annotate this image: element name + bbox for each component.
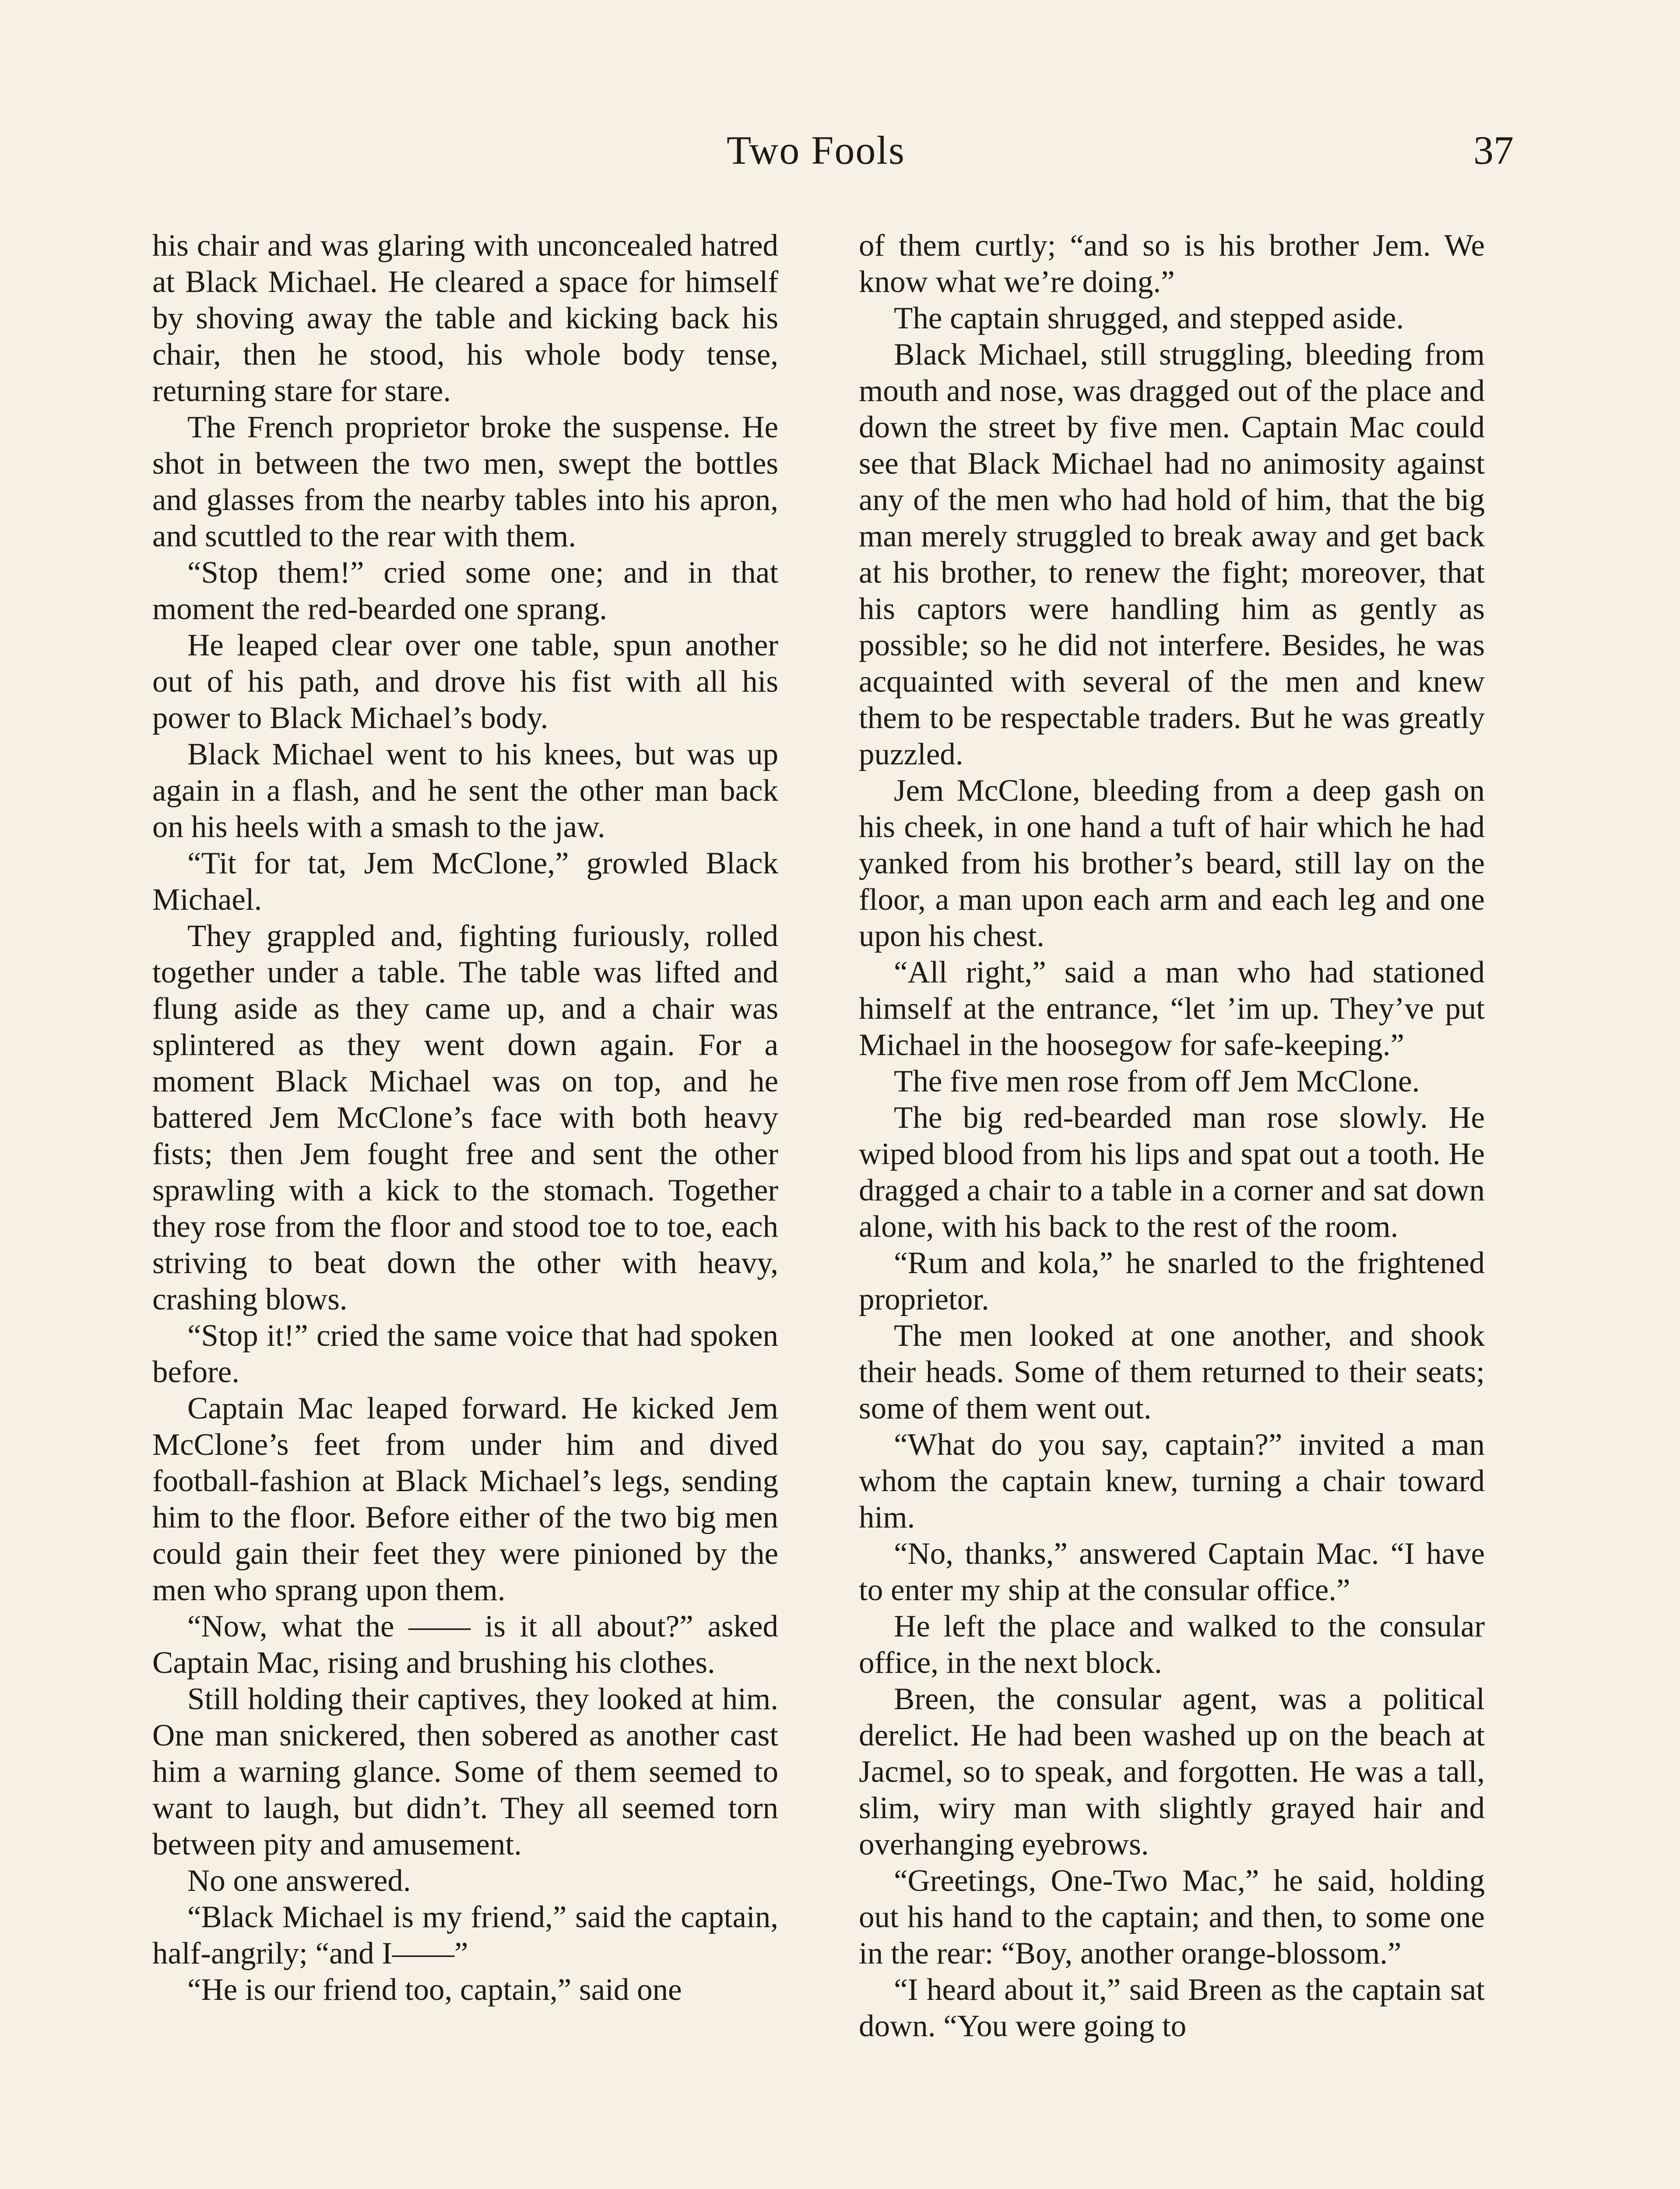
paragraph: “I heard about it,” said Breen as the captain sat down. “You were going to [859, 1973, 1485, 2043]
paragraph: The French proprietor broke the suspense. He shot in between the two men, swept the bottles and glasses from the nearby tables into his apron, and scuttled to the rear with them. [152, 410, 778, 553]
running-title: Two Fools [727, 128, 905, 172]
paragraph: “All right,” said a man who had stationed himself at the entrance, “let ’im up. They’ve put Michael in the hoosegow for safe-keeping.” [859, 955, 1485, 1062]
paragraph: They grappled and, fighting furiously, rolled together under a table. The table was lifted and flung aside as they came up, and a chair was splintered as they went down again. For a moment Black Michael was on top, and he battered Jem McClone’s face with both heavy fists; then Jem fought free and sent the other sprawling with a kick to the stomach. Together they rose from the floor and stood toe to toe, each striving to beat down the other with heavy, crashing blows. [152, 919, 778, 1316]
paragraph: “Black Michael is my friend,” said the captain, half-angrily; “and I——” [152, 1900, 778, 1971]
paragraph: Black Michael went to his knees, but was up again in a flash, and he sent the other man back on his heels with a smash to the jaw. [152, 737, 778, 844]
paragraph: Black Michael, still struggling, bleeding from mouth and nose, was dragged out of the place and down the street by five men. Captain Mac could see that Black Michael had no animosity against any of the men who had hold of him, that the big man merely struggled to break away and get back at his brother, to renew the fight; moreover, that his captors were handling him as gently as possible; so he did not interfere. Besides, he was acquainted with several of the men and knew them to be respectable traders. But he was greatly puzzled. [859, 338, 1485, 771]
paragraph: He leaped clear over one table, spun another out of his path, and drove his fist with all his power to Black Michael’s body. [152, 628, 778, 735]
paragraph: “He is our friend too, captain,” said one [187, 1973, 682, 2007]
paragraph: “What do you say, captain?” invited a man whom the captain knew, turning a chair toward him. [859, 1428, 1485, 1534]
paragraph: “Greetings, One-Two Mac,” he said, holding out his hand to the captain; and then, to some one in the rear: “Boy, another orange-blossom.” [859, 1864, 1485, 1971]
paragraph: Captain Mac leaped forward. He kicked Jem McClone’s feet from under him and dived football-fashion at Black Michael’s legs, sending him to the floor. Before either of the two big men could gain their feet they were pinioned by the men who sprang upon them. [152, 1391, 778, 1607]
left-column [152, 228, 778, 2008]
paragraph: The five men rose from off Jem McClone. [894, 1064, 1420, 1098]
page-number: 37 [1473, 128, 1514, 172]
paragraph: Breen, the consular agent, was a political derelict. He had been washed up on the beach at Jacmel, so to speak, and forgotten. He was a tall, slim, wiry man with slightly grayed hair and overhanging eyebrows. [859, 1682, 1485, 1862]
paragraph: “Tit for tat, Jem McClone,” growled Black Michael. [152, 846, 778, 917]
paragraph: He left the place and walked to the consular office, in the next block. [859, 1609, 1485, 1680]
paragraph: “Rum and kola,” he snarled to the frightened proprietor. [859, 1246, 1485, 1316]
page-header [0, 127, 1680, 193]
paragraph: of them curtly; “and so is his brother Jem. We know what we’re doing.” [859, 229, 1485, 299]
paragraph: No one answered. [187, 1864, 411, 1898]
paragraph: The captain shrugged, and stepped aside. [894, 301, 1404, 335]
paragraph: The big red-bearded man rose slowly. He wiped blood from his lips and spat out a tooth. He dragged a chair to a table in a corner and sat down alone, with his back to the rest of the room. [859, 1101, 1485, 1244]
paragraph: “No, thanks,” answered Captain Mac. “I have to enter my ship at the consular office.” [859, 1537, 1485, 1607]
right-column [859, 228, 1485, 2045]
paragraph: The men looked at one another, and shook their heads. Some of them returned to their seats; some of them went out. [859, 1319, 1485, 1425]
paragraph: Jem McClone, bleeding from a deep gash on his cheek, in one hand a tuft of hair which he had yanked from his brother’s beard, still lay on the floor, a man upon each arm and each leg and one upon his chest. [859, 774, 1485, 953]
paragraph: “Stop it!” cried the same voice that had spoken before. [152, 1319, 778, 1389]
paragraph: Still holding their captives, they looked at him. One man snickered, then sobered as another cast him a warning glance. Some of them seemed to want to laugh, but didn’t. They all seemed torn between pity and amusement. [152, 1682, 778, 1862]
paragraph: his chair and was glaring with unconcealed hatred at Black Michael. He cleared a space for himself by shoving away the table and kicking back his chair, then he stood, his whole body tense, returning stare for stare. [152, 229, 778, 408]
paragraph: “Stop them!” cried some one; and in that moment the red-bearded one sprang. [152, 556, 778, 626]
paragraph: “Now, what the —— is it all about?” asked Captain Mac, rising and brushing his clothes. [152, 1609, 778, 1680]
